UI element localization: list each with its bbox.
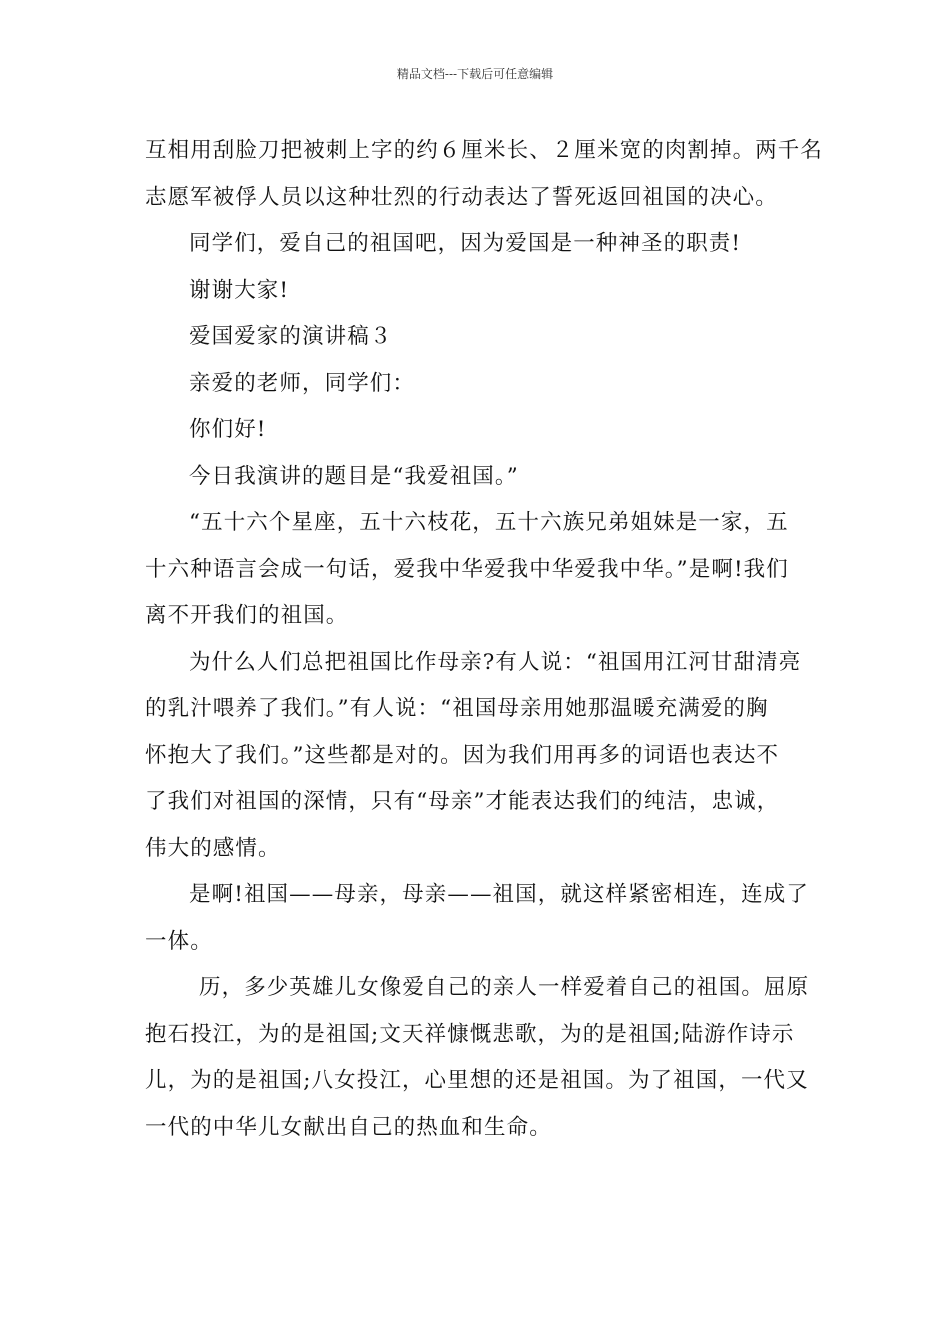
text-line: 今日我演讲的题目是“我爱祖国。” [189, 463, 519, 489]
text-line: 志愿军被俘人员以这种壮烈的行动表达了誓死返回祖国的决心。 [145, 184, 778, 210]
page-header: 精品文档---下载后可任意编辑 [396, 67, 554, 81]
text-line: 互相用刮脸刀把被刺上字的约６厘米长、２厘米宽的肉割掉。两千名 [145, 138, 824, 163]
text-line: 你们好! [189, 417, 267, 442]
text-line: 抱石投江，为的是祖国;文天祥慷慨悲歌，为的是祖国;陆游作诗示 [145, 1021, 795, 1047]
text-line: 一体。 [145, 928, 213, 954]
text-line: 爱国爱家的演讲稿３ [189, 324, 393, 349]
text-line: 怀抱大了我们。”这些都是对的。因为我们用再多的词语也表达不 [145, 742, 780, 768]
text-line: 十六种语言会成一句话，爱我中华爱我中华爱我中华。”是啊!我们 [145, 556, 789, 582]
text-line: 是啊!祖国——母亲，母亲——祖国，就这样紧密相连，连成了 [189, 882, 809, 907]
text-line: “五十六个星座，五十六枝花，五十六族兄弟姐妹是一家，五 [189, 510, 789, 535]
document-body [145, 128, 824, 1151]
text-line: 伟大的感情。 [145, 835, 281, 861]
text-line: 了我们对祖国的深情，只有“母亲”才能表达我们的纯洁，忠诚， [145, 789, 780, 814]
text-line: 亲爱的老师，同学们： [189, 370, 416, 396]
text-line: 为什么人们总把祖国比作母亲?有人说：“祖国用江河甘甜清亮 [189, 649, 802, 675]
text-line: 儿，为的是祖国;八女投江，心里想的还是祖国。为了祖国，一代又 [145, 1068, 809, 1093]
text-line: 谢谢大家! [189, 277, 290, 303]
text-line: 历，多少英雄儿女像爱自己的亲人一样爱着自己的祖国。屈原 [199, 975, 810, 1000]
text-line: 同学们，爱自己的祖国吧，因为爱国是一种神圣的职责! [189, 231, 742, 256]
text-line: 一代的中华儿女献出自己的热血和生命。 [145, 1114, 552, 1140]
text-line: 离不开我们的祖国。 [145, 603, 349, 628]
text-line: 的乳汁喂养了我们。”有人说：“祖国母亲用她那温暖充满爱的胸 [145, 696, 769, 721]
